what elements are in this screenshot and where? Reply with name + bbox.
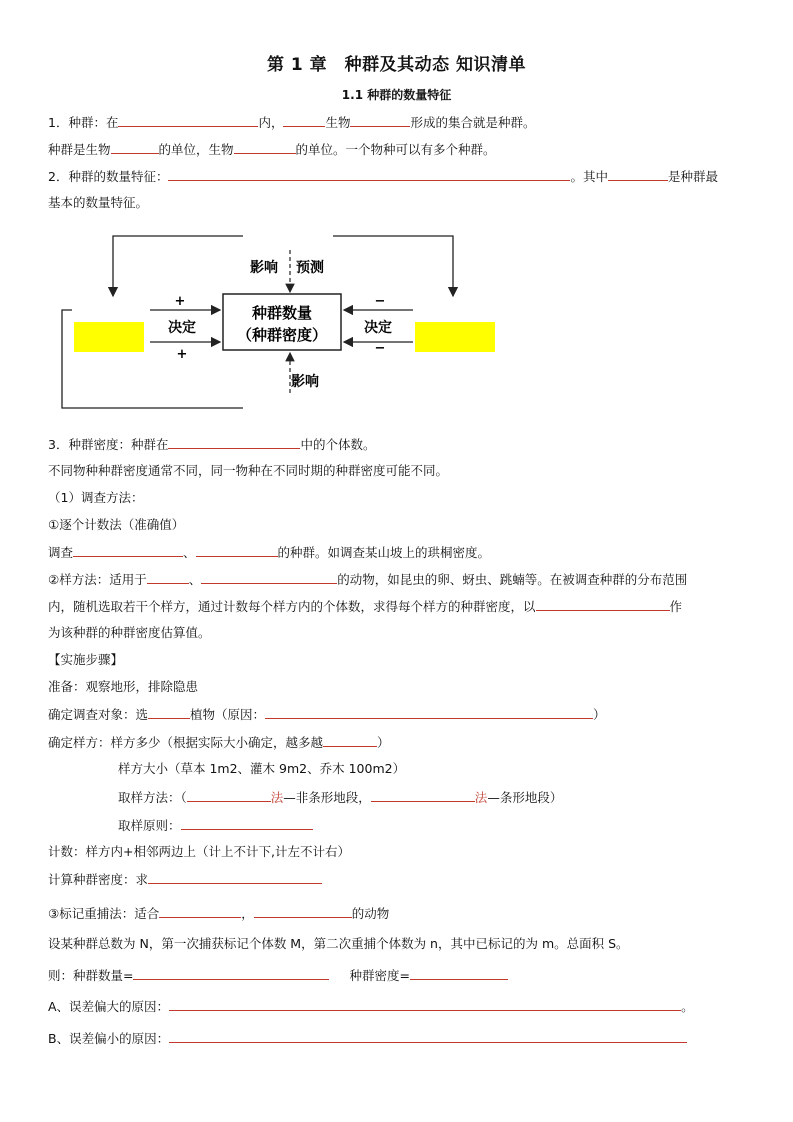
plus-sign: + xyxy=(174,294,186,309)
blank-input[interactable] xyxy=(148,870,322,884)
influence-label-bottom: 影响 xyxy=(291,374,319,390)
blank-input[interactable] xyxy=(265,705,593,719)
blank-input[interactable] xyxy=(283,113,325,127)
count-method-line: 调查 、 的种群。如调查某山坡上的珙桐密度。 xyxy=(48,545,491,560)
blank-input[interactable] xyxy=(181,816,313,830)
mark-recapture-line: ③标记重捕法：适合 ， 的动物 xyxy=(48,906,390,921)
right-decide-label: 决定 xyxy=(364,320,392,336)
blank-input[interactable] xyxy=(254,904,352,918)
quadrat-count-line: 确定样方：样方多少（根据实际大小确定，越多越 ） xyxy=(48,735,390,750)
minus-sign: − xyxy=(374,294,386,309)
blank-input[interactable] xyxy=(323,733,377,747)
quantity-features-line-2: 基本的数量特征。 xyxy=(48,195,149,210)
blank-input[interactable] xyxy=(159,904,241,918)
blank-input[interactable] xyxy=(169,997,681,1011)
count-method-heading: ①逐个计数法（准确值） xyxy=(48,517,185,532)
plus-sign: + xyxy=(176,347,188,362)
left-decide-label: 决定 xyxy=(168,320,196,336)
top-left-arrow xyxy=(113,236,243,296)
highlight-box-left[interactable] xyxy=(74,322,144,352)
blank-input[interactable] xyxy=(147,570,189,584)
blank-input[interactable] xyxy=(73,543,183,557)
blank-input[interactable] xyxy=(196,543,278,557)
blank-input[interactable] xyxy=(234,140,296,154)
page-title: 第 1 章 种群及其动态 知识清单 xyxy=(266,55,527,75)
blank-input[interactable] xyxy=(168,167,570,181)
blank-input[interactable] xyxy=(350,113,410,127)
formula-line: 则：种群数量= 种群密度= xyxy=(48,966,508,985)
calc-density-line: 计算种群密度：求 xyxy=(48,870,322,889)
highlight-box-right[interactable] xyxy=(415,322,495,352)
quadrat-size-line: 样方大小（草本 1m2、灌木 9m2、乔木 100m2） xyxy=(118,761,406,776)
mark-recapture-setup: 设某种群总数为 N，第一次捕获标记个体数 M，第二次重捕个体数为 n，其中已标记的为 m。总面积 S。 xyxy=(48,936,629,951)
density-note: 不同物种种群密度通常不同，同一物种在不同时期的种群密度可能不同。 xyxy=(48,463,449,478)
prepare-line: 准备：观察地形，排除隐患 xyxy=(48,679,199,694)
influence-label-top: 影响 xyxy=(250,260,278,276)
survey-methods-heading: （1）调查方法： xyxy=(48,490,144,505)
blank-input[interactable] xyxy=(133,966,329,980)
blank-input[interactable] xyxy=(118,113,258,127)
blank-input[interactable] xyxy=(148,705,190,719)
target-line: 确定调查对象：选 植物（原因： ） xyxy=(48,707,606,722)
minus-sign: − xyxy=(374,341,386,356)
blank-input[interactable] xyxy=(169,1029,687,1043)
center-label-2: （种群密度） xyxy=(236,326,328,344)
quadrat-method-line-3: 为该种群的种群密度估算值。 xyxy=(48,625,211,640)
blank-input[interactable] xyxy=(187,788,271,802)
error-low-line: B、误差偏小的原因： xyxy=(48,1029,687,1048)
top-right-arrow xyxy=(333,236,453,296)
population-unit-line: 种群是生物 的单位，生物 的单位。一个物种可以有多个种群。 xyxy=(48,142,496,157)
quantity-features-line: 2．种群的数量特征： 。其中 是种群最 xyxy=(48,169,718,184)
blank-input[interactable] xyxy=(168,435,300,449)
steps-heading: 【实施步骤】 xyxy=(48,652,124,667)
blank-input[interactable] xyxy=(201,570,337,584)
blank-input[interactable] xyxy=(410,966,508,980)
predict-label: 预测 xyxy=(296,260,324,276)
quadrat-method-line: ②样方法：适用于 、 的动物，如昆虫的卵、蚜虫、跳蝻等。在被调查种群的分布范围 xyxy=(48,572,688,587)
sampling-principle-line: 取样原则： xyxy=(118,816,313,835)
section-title: 1.1 种群的数量特征 xyxy=(341,88,452,102)
blank-input[interactable] xyxy=(536,597,670,611)
center-label-1: 种群数量 xyxy=(251,304,313,322)
blank-input[interactable] xyxy=(371,788,475,802)
density-definition: 3．种群密度：种群在 中的个体数。 xyxy=(48,437,376,452)
counting-rule-line: 计数：样方内+相邻两边上（计上不计下,计左不计右） xyxy=(48,844,350,859)
blank-input[interactable] xyxy=(111,140,159,154)
quadrat-method-line-2: 内，随机选取若干个样方，通过计数每个样方内的个体数，求得每个样方的种群密度，以 作 xyxy=(48,599,683,614)
blank-input[interactable] xyxy=(608,167,668,181)
error-high-line: A、误差偏大的原因： 。 xyxy=(48,999,694,1014)
population-definition: 1．种群：在 内， 生物 形成的集合就是种群。 xyxy=(48,115,536,130)
population-diagram xyxy=(58,228,508,418)
sampling-method-line: 取样方法：（ 法—非条形地段， 法—条形地段） xyxy=(118,790,563,805)
